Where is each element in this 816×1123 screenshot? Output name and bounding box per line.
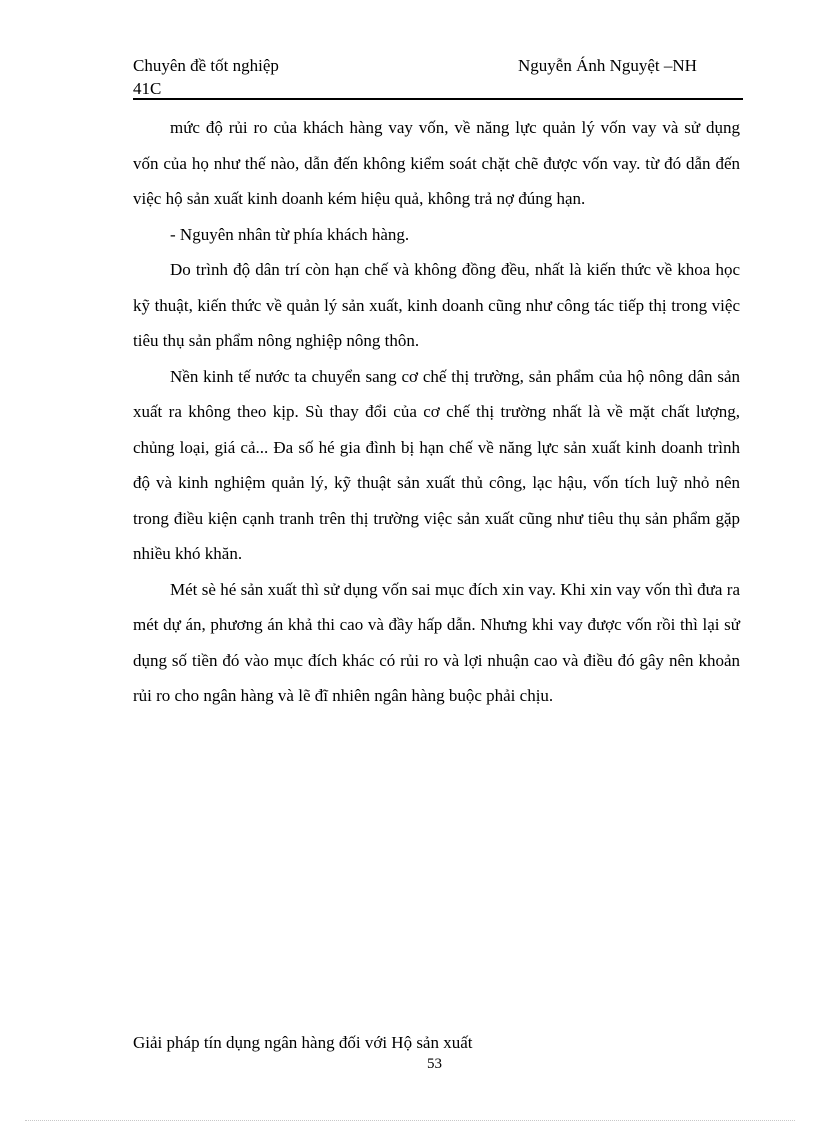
- header-course-title: [133, 54, 279, 100]
- header-divider: [133, 98, 743, 100]
- header-course-line-2: 41C: [133, 79, 162, 98]
- paragraph-3: Do trình độ dân trí còn hạn chế và không đồng đều, nhất là kiến thức về khoa học kỹ thuật, kiến thức về quản lý sản xuất, kinh doanh cũng như công tác tiếp thị trong việc tiêu thụ sản phẩm nông nghiệp nông thôn.: [133, 260, 740, 350]
- page-number: 53: [427, 1056, 442, 1072]
- paragraph-4: Nền kinh tế nước ta chuyển sang cơ chế thị trường, sản phẩm của hộ nông dân sản xuất ra không theo kịp. Sù thay đổi của cơ chế thị trường nhất là về mặt chất lượng, chủng loại, giá cả... Đa số hé gia đình bị hạn chế về năng lực sản xuất kinh doanh trình độ và kinh nghiệm quản lý, kỹ thuật sản xuất thủ công, lạc hậu, vốn tích luỹ nhỏ nên trong điều kiện cạnh tranh trên thị trường việc sản xuất cũng như tiêu thụ sản phẩm gặp nhiều khó khăn.: [133, 366, 740, 563]
- paragraph-5: Mét sè hé sản xuất thì sử dụng vốn sai mục đích xin vay. Khi xin vay vốn thì đưa ra mét dự án, phương án khả thi cao và đầy hấp dẫn. Nhưng khi vay được vốn rồi thì lại sử dụng số tiền đó vào mục đích khác có rủi ro và lợi nhuận cao và điều đó gây nên khoản rủi ro cho ngân hàng và lẽ đĩ nhiên ngân hàng buộc phải chịu.: [133, 579, 740, 705]
- header-course-line-1: Chuyên đề tốt nghiệp: [133, 56, 279, 75]
- footer-title: Giải pháp tín dụng ngân hàng đối với Hộ sản xuất: [133, 1033, 473, 1052]
- paragraph-2: - Nguyên nhân từ phía khách hàng.: [170, 224, 410, 244]
- paragraph-1: mức độ rủi ro của khách hàng vay vốn, về năng lực quản lý vốn vay và sử dụng vốn của họ như thế nào, dẫn đến không kiểm soát chặt chẽ được vốn vay. từ đó dẫn đến việc hộ sản xuất kinh doanh kém hiệu quả, không trả nợ đúng hạn.: [133, 118, 740, 208]
- body-text: [133, 110, 740, 714]
- header-author: Nguyễn Ánh Nguyệt –NH: [518, 56, 697, 75]
- page-bottom-border: [25, 1120, 795, 1121]
